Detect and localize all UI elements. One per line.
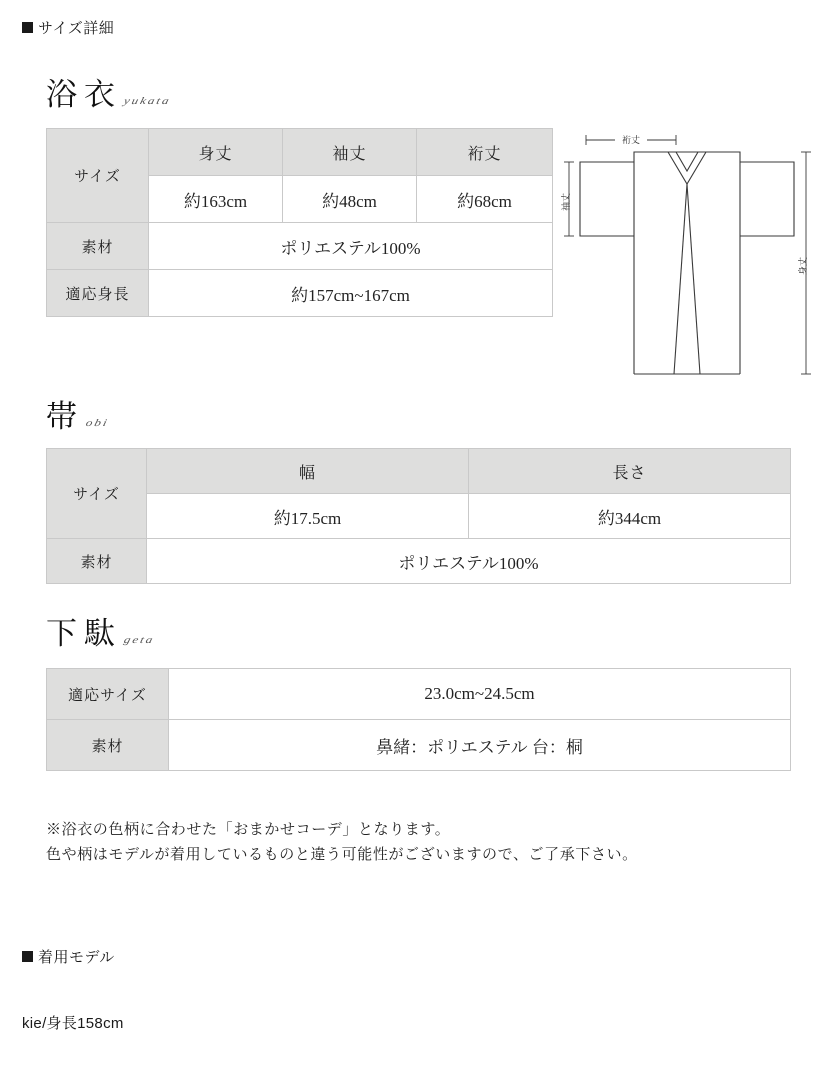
geta-title bbox=[46, 618, 154, 649]
geta-material-label: 素材 bbox=[47, 720, 169, 771]
yukata-spec-table bbox=[46, 128, 553, 317]
geta-spec-table bbox=[46, 668, 791, 771]
table-row bbox=[47, 669, 791, 720]
obi-title-romaji: obi bbox=[84, 416, 111, 429]
obi-material-value: ポリエステル100% bbox=[147, 539, 791, 584]
diagram-label-mitake: 身丈 bbox=[798, 256, 808, 276]
obi-spec-table bbox=[46, 448, 791, 584]
note-line-1: ※浴衣の色柄に合わせた「おまかせコーデ」となります。 bbox=[46, 822, 451, 838]
obi-size-label: サイズ bbox=[47, 449, 147, 539]
obi-header-width: 幅 bbox=[147, 449, 469, 494]
model-info-text: kie/身長158cm bbox=[22, 1015, 124, 1032]
note-line-2: 色や柄はモデルが着用しているものと違う可能性がございますので、ご了承下さい。 bbox=[46, 846, 638, 863]
yukata-fit-height-label: 適応身長 bbox=[47, 270, 149, 317]
model-heading bbox=[22, 946, 115, 967]
obi-value-length: 約344cm bbox=[469, 494, 791, 539]
obi-title-jp: 帯 bbox=[46, 399, 84, 434]
obi-material-label: 素材 bbox=[47, 539, 147, 584]
yukata-header-mitake: 身丈 bbox=[149, 129, 283, 176]
geta-material-value: 鼻緒：ポリエステル 台：桐 bbox=[169, 720, 791, 771]
kimono-measurement-diagram bbox=[556, 126, 818, 394]
diagram-label-sode: 袖丈 bbox=[561, 192, 571, 212]
yukata-value-sodetake: 約48cm bbox=[283, 176, 417, 223]
yukata-title-romaji: yukata bbox=[122, 94, 173, 107]
geta-title-jp: 下駄 bbox=[46, 616, 122, 651]
table-row bbox=[47, 539, 791, 584]
yukata-value-yukitake: 約68cm bbox=[417, 176, 553, 223]
obi-value-width: 約17.5cm bbox=[147, 494, 469, 539]
yukata-fit-height-value: 約157cm~167cm bbox=[149, 270, 553, 317]
obi-header-length: 長さ bbox=[469, 449, 791, 494]
yukata-value-mitake: 約163cm bbox=[149, 176, 283, 223]
notes-block bbox=[46, 818, 638, 868]
diagram-label-yuki: 裄丈 bbox=[621, 135, 641, 145]
obi-title bbox=[46, 401, 109, 432]
model-heading-label: 着用モデル bbox=[38, 949, 115, 966]
square-bullet-icon bbox=[22, 951, 33, 962]
size-detail-heading-label: サイズ詳細 bbox=[38, 20, 115, 37]
table-row bbox=[47, 494, 791, 539]
table-row bbox=[47, 270, 553, 317]
yukata-header-sodetake: 袖丈 bbox=[283, 129, 417, 176]
geta-fit-size-value: 23.0cm~24.5cm bbox=[169, 669, 791, 720]
yukata-header-yukitake: 裄丈 bbox=[417, 129, 553, 176]
table-row bbox=[47, 129, 553, 176]
yukata-material-value: ポリエステル100% bbox=[149, 223, 553, 270]
geta-title-romaji: geta bbox=[122, 633, 156, 646]
table-row bbox=[47, 223, 553, 270]
yukata-size-label: サイズ bbox=[47, 129, 149, 223]
square-bullet-icon bbox=[22, 22, 33, 33]
yukata-title bbox=[46, 79, 171, 110]
table-row bbox=[47, 449, 791, 494]
yukata-material-label: 素材 bbox=[47, 223, 149, 270]
yukata-title-jp: 浴衣 bbox=[46, 77, 122, 112]
table-row bbox=[47, 720, 791, 771]
size-detail-heading bbox=[22, 17, 114, 38]
geta-fit-size-label: 適応サイズ bbox=[47, 669, 169, 720]
